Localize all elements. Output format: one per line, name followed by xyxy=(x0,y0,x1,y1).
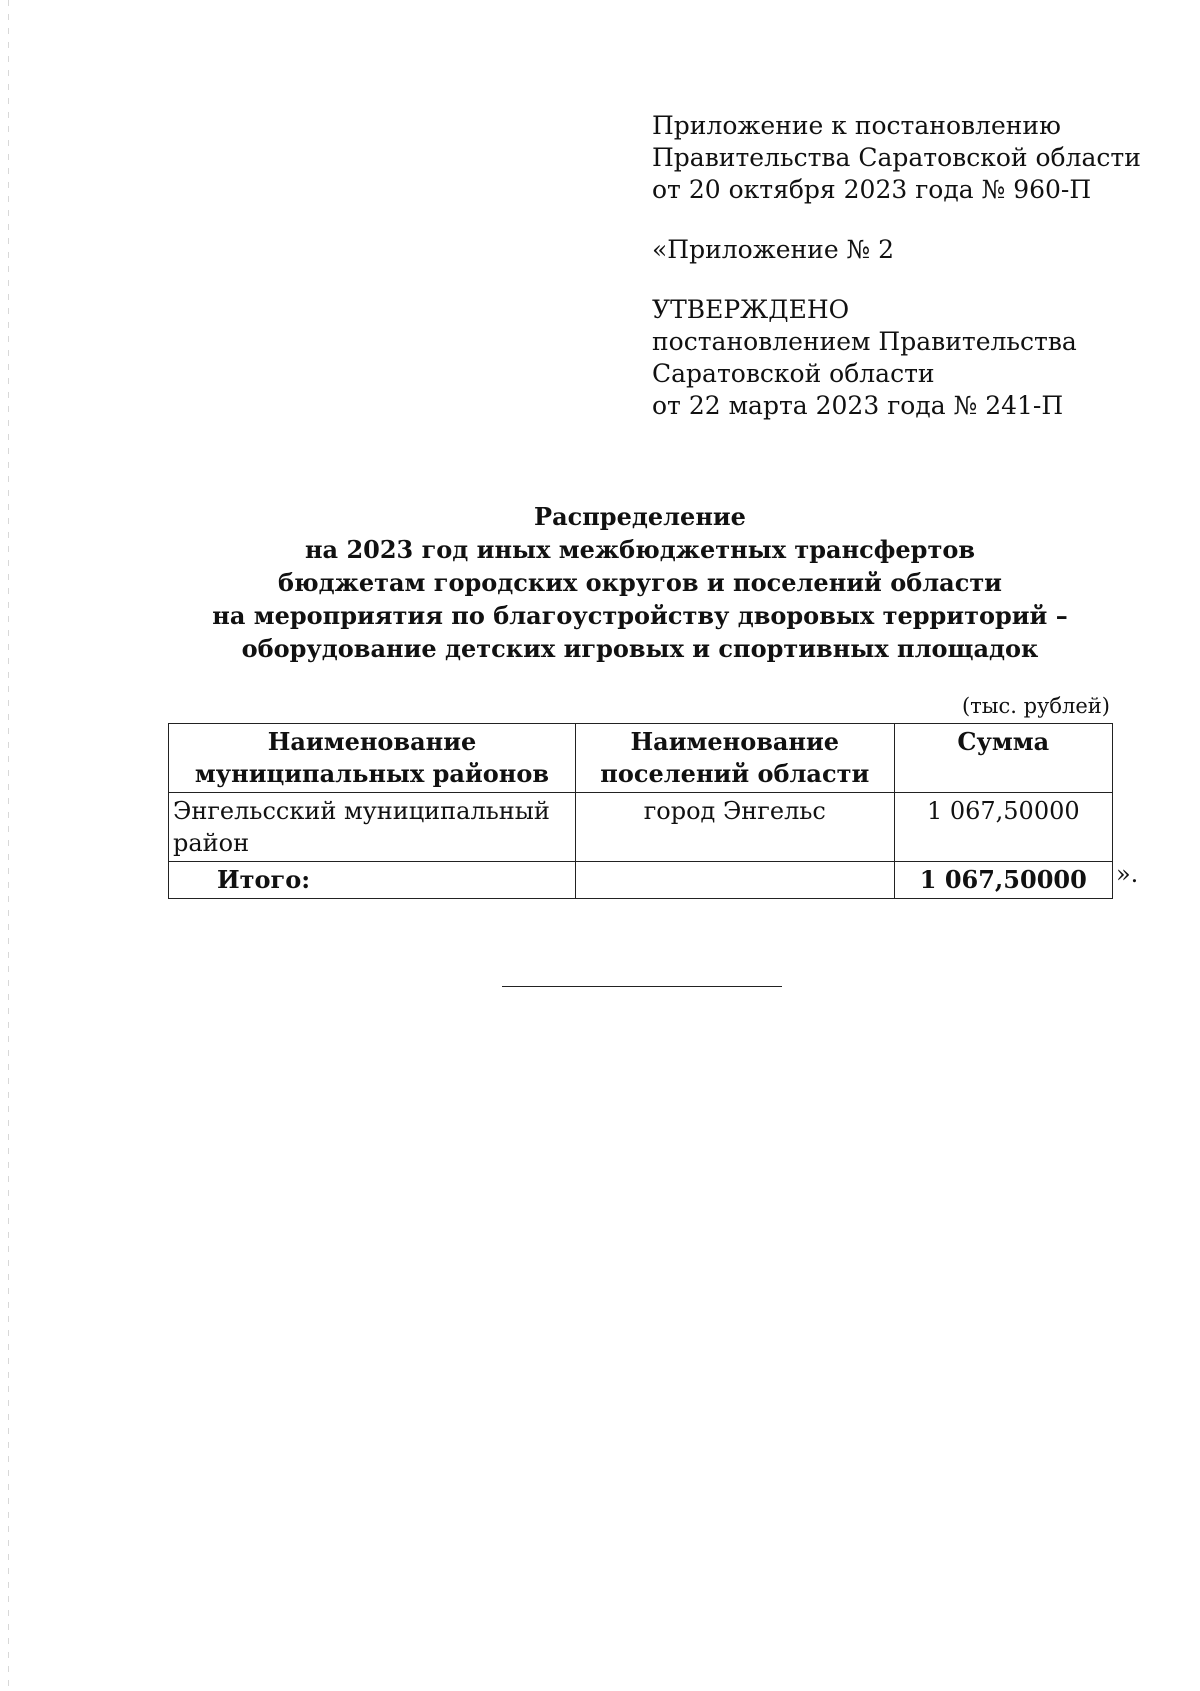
title-line: Распределение xyxy=(534,502,746,531)
table-row xyxy=(169,793,1113,862)
cell-settlement: город Энгельс xyxy=(575,793,894,862)
scan-edge-decoration xyxy=(8,0,9,1691)
table-total-row xyxy=(169,862,1113,899)
column-header-settlement: Наименование поселений области xyxy=(575,724,894,793)
appendix-header xyxy=(652,110,1172,422)
header-line: от 20 октября 2023 года № 960-П xyxy=(652,175,1092,204)
total-settlement xyxy=(575,862,894,899)
title-line: на мероприятия по благоустройству дворовых территорий – xyxy=(212,601,1068,630)
approved-line: постановлением Правительства xyxy=(652,327,1077,356)
column-header-sum: Сумма xyxy=(894,724,1112,793)
total-label: Итого: xyxy=(169,862,576,899)
header-line: Приложение к постановлению xyxy=(652,111,1061,140)
appendix-number: «Приложение № 2 xyxy=(652,235,895,264)
table-header-row xyxy=(169,724,1113,793)
approved-line: УТВЕРЖДЕНО xyxy=(652,295,850,324)
title-line: оборудование детских игровых и спортивных площадок xyxy=(241,634,1039,663)
signature-line xyxy=(502,986,782,987)
unit-note: (тыс. рублей) xyxy=(961,694,1110,718)
cell-sum: 1 067,50000 xyxy=(894,793,1112,862)
column-header-district: Наименование муниципальных районов xyxy=(169,724,576,793)
cell-district: Энгельсский муниципальный район xyxy=(169,793,576,862)
distribution-table xyxy=(168,723,1113,899)
title-line: бюджетам городских округов и поселений области xyxy=(278,568,1002,597)
document-title xyxy=(150,500,1130,665)
title-line: на 2023 год иных межбюджетных трансфертов xyxy=(304,535,976,564)
approved-line: от 22 марта 2023 года № 241-П xyxy=(652,391,1064,420)
total-sum: 1 067,50000 xyxy=(894,862,1112,899)
closing-quote: ». xyxy=(1116,860,1139,888)
approved-line: Саратовской области xyxy=(652,359,935,388)
header-line: Правительства Саратовской области xyxy=(652,143,1141,172)
